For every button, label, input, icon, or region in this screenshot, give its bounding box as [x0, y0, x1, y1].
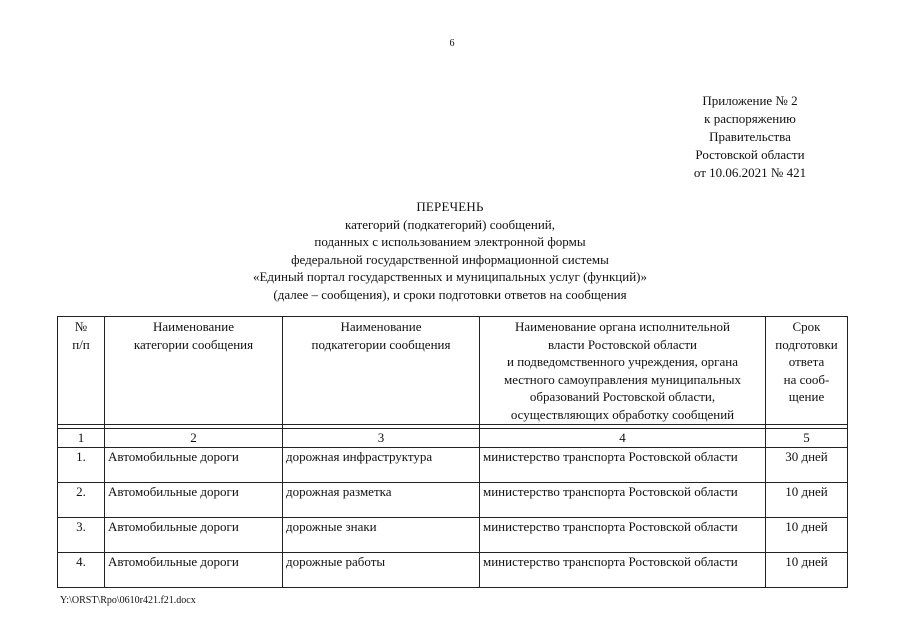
row-subcategory: дорожная разметка	[283, 482, 480, 517]
page-number: 6	[449, 38, 455, 49]
row-category: Автомобильные дороги	[105, 447, 283, 482]
header-subcategory: Наименование подкатегории сообщения	[283, 317, 480, 425]
row-subcategory: дорожные знаки	[283, 517, 480, 552]
row-category: Автомобильные дороги	[105, 482, 283, 517]
appendix-block	[660, 92, 840, 182]
title-line: федеральной государственной информационной системы	[291, 251, 609, 267]
title-line: «Единый портал государственных и муниципальных услуг (функций)»	[252, 269, 648, 284]
row-term: 10 дней	[766, 552, 848, 587]
column-number: 2	[105, 429, 283, 448]
row-organ: министерство транспорта Ростовской области	[480, 552, 766, 587]
table-row	[58, 482, 848, 517]
row-organ: министерство транспорта Ростовской области	[480, 447, 766, 482]
row-organ: министерство транспорта Ростовской области	[480, 517, 766, 552]
column-number: 1	[58, 429, 105, 448]
column-number: 4	[480, 429, 766, 448]
row-subcategory: дорожные работы	[283, 552, 480, 587]
header-category: Наименование категории сообщения	[105, 317, 283, 425]
row-organ: министерство транспорта Ростовской области	[480, 482, 766, 517]
table-row	[58, 447, 848, 482]
appendix-line: к распоряжению	[704, 111, 796, 126]
title-line: (далее – сообщения), и сроки подготовки ответов на сообщения	[273, 286, 627, 302]
categories-table	[57, 316, 848, 588]
row-number: 4.	[58, 552, 105, 587]
column-number: 3	[283, 429, 480, 448]
table-row	[58, 517, 848, 552]
row-term: 30 дней	[766, 447, 848, 482]
row-number: 1.	[58, 447, 105, 482]
row-category: Автомобильные дороги	[105, 552, 283, 587]
header-organ: Наименование органа исполнительной власти Ростовской области и подведомственного учреждения, органа местного самоуправления муниципальных образований Ростовской области, осуществляющих обработку сообщений	[480, 317, 766, 425]
table-row	[58, 552, 848, 587]
appendix-line: Приложение № 2	[702, 93, 798, 108]
row-subcategory: дорожная инфраструктура	[283, 447, 480, 482]
row-number: 2.	[58, 482, 105, 517]
footer-file-path: Y:\ORST\Rpo\0610r421.f21.docx	[60, 595, 196, 606]
title-line: поданных с использованием электронной формы	[314, 234, 586, 249]
title-heading: ПЕРЕЧЕНЬ	[416, 199, 484, 214]
row-term: 10 дней	[766, 482, 848, 517]
row-term: 10 дней	[766, 517, 848, 552]
header-num: № п/п	[58, 317, 105, 425]
document-title	[150, 198, 750, 303]
table-header-row	[58, 317, 848, 425]
title-line: категорий (подкатегорий) сообщений,	[345, 216, 555, 232]
column-number-row	[58, 429, 848, 448]
row-category: Автомобильные дороги	[105, 517, 283, 552]
column-number: 5	[766, 429, 848, 448]
row-number: 3.	[58, 517, 105, 552]
appendix-line: Правительства	[709, 129, 791, 144]
appendix-line: от 10.06.2021 № 421	[693, 165, 807, 180]
appendix-line: Ростовской области	[695, 147, 805, 162]
header-term: Срок подготовки ответа на сооб- щение	[766, 317, 848, 425]
